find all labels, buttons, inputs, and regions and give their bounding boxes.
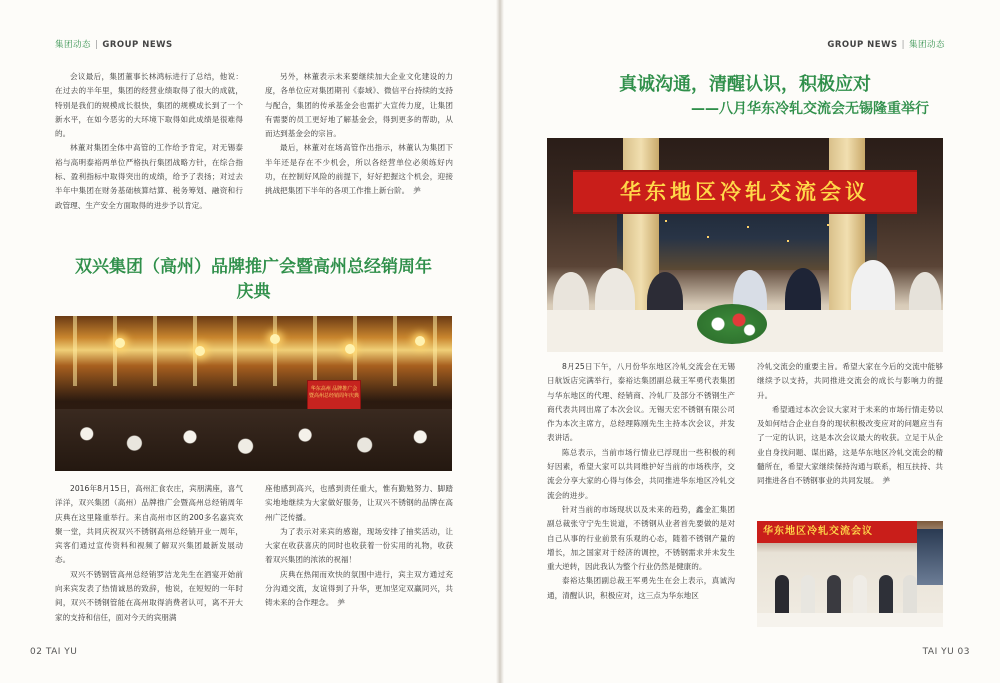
header-section-cn: 集团动态	[55, 40, 92, 50]
article-subtitle: ——八月华东冷轧交流会无锡隆重举行	[691, 101, 929, 117]
paragraph: 2016年8月15日，高州汇食农庄，宾朋满座，喜气洋洋，双兴集团（高州）品牌推广会暨高州总经销周年庆典在这里隆重举行。来自高州市区的200多名嘉宾欢聚一堂，共同庆祝双兴不锈钢高州总经销开业一周年，宾客们通过宣传资料和视频了解双兴集团最新发展动态。	[55, 484, 243, 565]
left-top-column-1	[55, 70, 243, 213]
paragraph: 庆典在热闹而欢快的氛围中进行，宾主双方通过充分沟通交流，友谊得到了升华，更加坚定双赢同兴，共铸未来的合作理念。 ⺶	[265, 569, 453, 608]
paragraph: 另外，林董表示未来要继续加大企业文化建设的力度，各单位应对集团期刊《泰域》、微信平台持续的支持与配合，集团的传承基金会也需扩大宣传力度，让集团有需要的员工更好地了解基金会，得到更多的帮助，从而达到基金会的宗旨。	[265, 72, 453, 139]
right-column-2	[757, 360, 943, 489]
paragraph: 针对当前的市场现状以及未来的趋势，鑫金汇集团副总裁张守宁先生说道，不锈钢从业者首先要做的是对自己从事的行业前景有乐观的心态，随着不锈钢产量的增长，加之国家对于经济的调控，不锈钢需求并未发生重大逆转，因此我认为整个行业仍然是健康的。	[547, 504, 735, 572]
right-column-1	[547, 360, 735, 603]
paragraph: 希望通过本次会议大家对于未来的市场行情走势以及如何结合企业自身的现状积极改变应对的问题应当有了一定的认识，这是本次会议最大的收获。立足于从企业自身找问题、谋出路，这是华东地区冷轧交流会的精髓所在，希望大家继续保持沟通与联系，相互扶持、共同推进各自不锈钢事业的共同发展。 ⺶	[757, 404, 943, 486]
stage-banner: 华东高州 品牌推广会 暨高州总经销周年庆典	[307, 380, 361, 414]
paragraph: 座他感到高兴，也感到责任重大，惟有勤勉努力、脚踏实地地继续为大家做好服务，让双兴不锈钢的品牌在高州广泛传播。	[265, 484, 453, 522]
meeting-banner: 华东地区冷轧交流会议	[573, 170, 917, 214]
paragraph: 最后，林董对在场高管作出指示，林董认为集团下半年还是存在不少机会，所以各经营单位必须练好内功，在控制好风险的前提下，好好把握这个机会，迎接挑战把集团下半年的各项工作推上新台阶。 ⺶	[265, 143, 453, 196]
header-section-en: GROUP NEWS	[102, 40, 173, 50]
right-header: GROUP NEWS | 集团动态	[827, 40, 945, 50]
header-section-cn: 集团动态	[908, 40, 945, 50]
paragraph: 泰裕达集团副总裁王军勇先生在会上表示，真诚沟通，清醒认识，积极应对，这三点为华东地区	[547, 576, 735, 600]
paragraph: 林董对集团全体中高管的工作给予肯定，对无锡泰裕与高明泰裕两单位严格执行集团战略方针，在综合指标、盈利指标中取得突出的成绩，给予了表扬；对过去半年中集团在财务基础核算结算、税务筹划、融资和行政管理、生产安全方面取得的进步予以肯定。	[55, 143, 243, 210]
page-number-right: TAI YU 03	[922, 647, 970, 657]
article-title: 双兴集团（高州）品牌推广会暨高州总经销周年 庆典	[75, 257, 432, 302]
paragraph: 双兴不锈钢管高州总经销罗洁龙先生在酒宴开始前向来宾发表了热情诚恳的致辞，他说，在短短的一年时间，双兴不锈钢管能在高州取得消费者认可，离不开大家的支持和信任，面对今天的宾朋满	[55, 569, 243, 622]
swallow-icon: ⺶	[413, 186, 421, 196]
banquet-photo	[55, 316, 452, 471]
header-section-en: GROUP NEWS	[827, 40, 898, 50]
paragraph: 为了表示对来宾的感谢，现场安排了抽奖活动，让大家在收获喜庆的同时也收获着一份实用的礼物，收获着双兴集团的浓浓的祝福！	[265, 526, 453, 565]
swallow-icon: ⺶	[882, 476, 891, 486]
article-title: 真诚沟通，清醒认识，积极应对 ——八月华东冷轧交流会无锡隆重举行	[547, 72, 943, 120]
group-photo	[757, 521, 943, 627]
page-spine	[496, 0, 504, 683]
paragraph: 陈总表示，当前市场行情业已浮现出一些积极的利好因素，希望大家可以共同维护好当前的市场秩序，交流会分享大家的心得与体会，共同推进华东地区冷轧交流会的进步。	[547, 447, 735, 500]
group-banner: 华东地区冷轧交流会议	[757, 521, 917, 543]
meeting-photo	[547, 138, 943, 352]
left-top-column-2	[265, 70, 453, 199]
paragraph: 8月25日下午，八月份华东地区冷轧交流会在无锡日航饭店完满举行，泰裕达集团副总裁王军勇代表集团与华东地区的代理、经销商、冷轧厂及部分不锈钢生产商代表共同出席了本次会议。无锡天宏不锈钢有限公司作为本次主席方，总经理陈刚先生主持本次会议，并发表讲话。	[547, 362, 735, 443]
paragraph: 冷轧交流会的重要主旨。希望大家在今后的交流中能够继续予以支持，共同推进交流会的成长与影响力的提升。	[757, 362, 943, 400]
left-header: 集团动态 | GROUP NEWS	[55, 40, 173, 50]
left-bottom-column-1	[55, 482, 243, 625]
swallow-icon: ⺶	[337, 598, 345, 608]
page-number-left: 02 TAI YU	[30, 647, 78, 657]
paragraph: 会议最后，集团董事长林鸿标进行了总结，他说：在过去的半年里，集团的经营业绩取得了很大的成就，特别是我们的规模成长很快，集团的规模成长到了一个新水平，在如今恶劣的大环境下取得如此成绩是很难得的。	[55, 72, 243, 139]
left-bottom-column-2	[265, 482, 453, 611]
